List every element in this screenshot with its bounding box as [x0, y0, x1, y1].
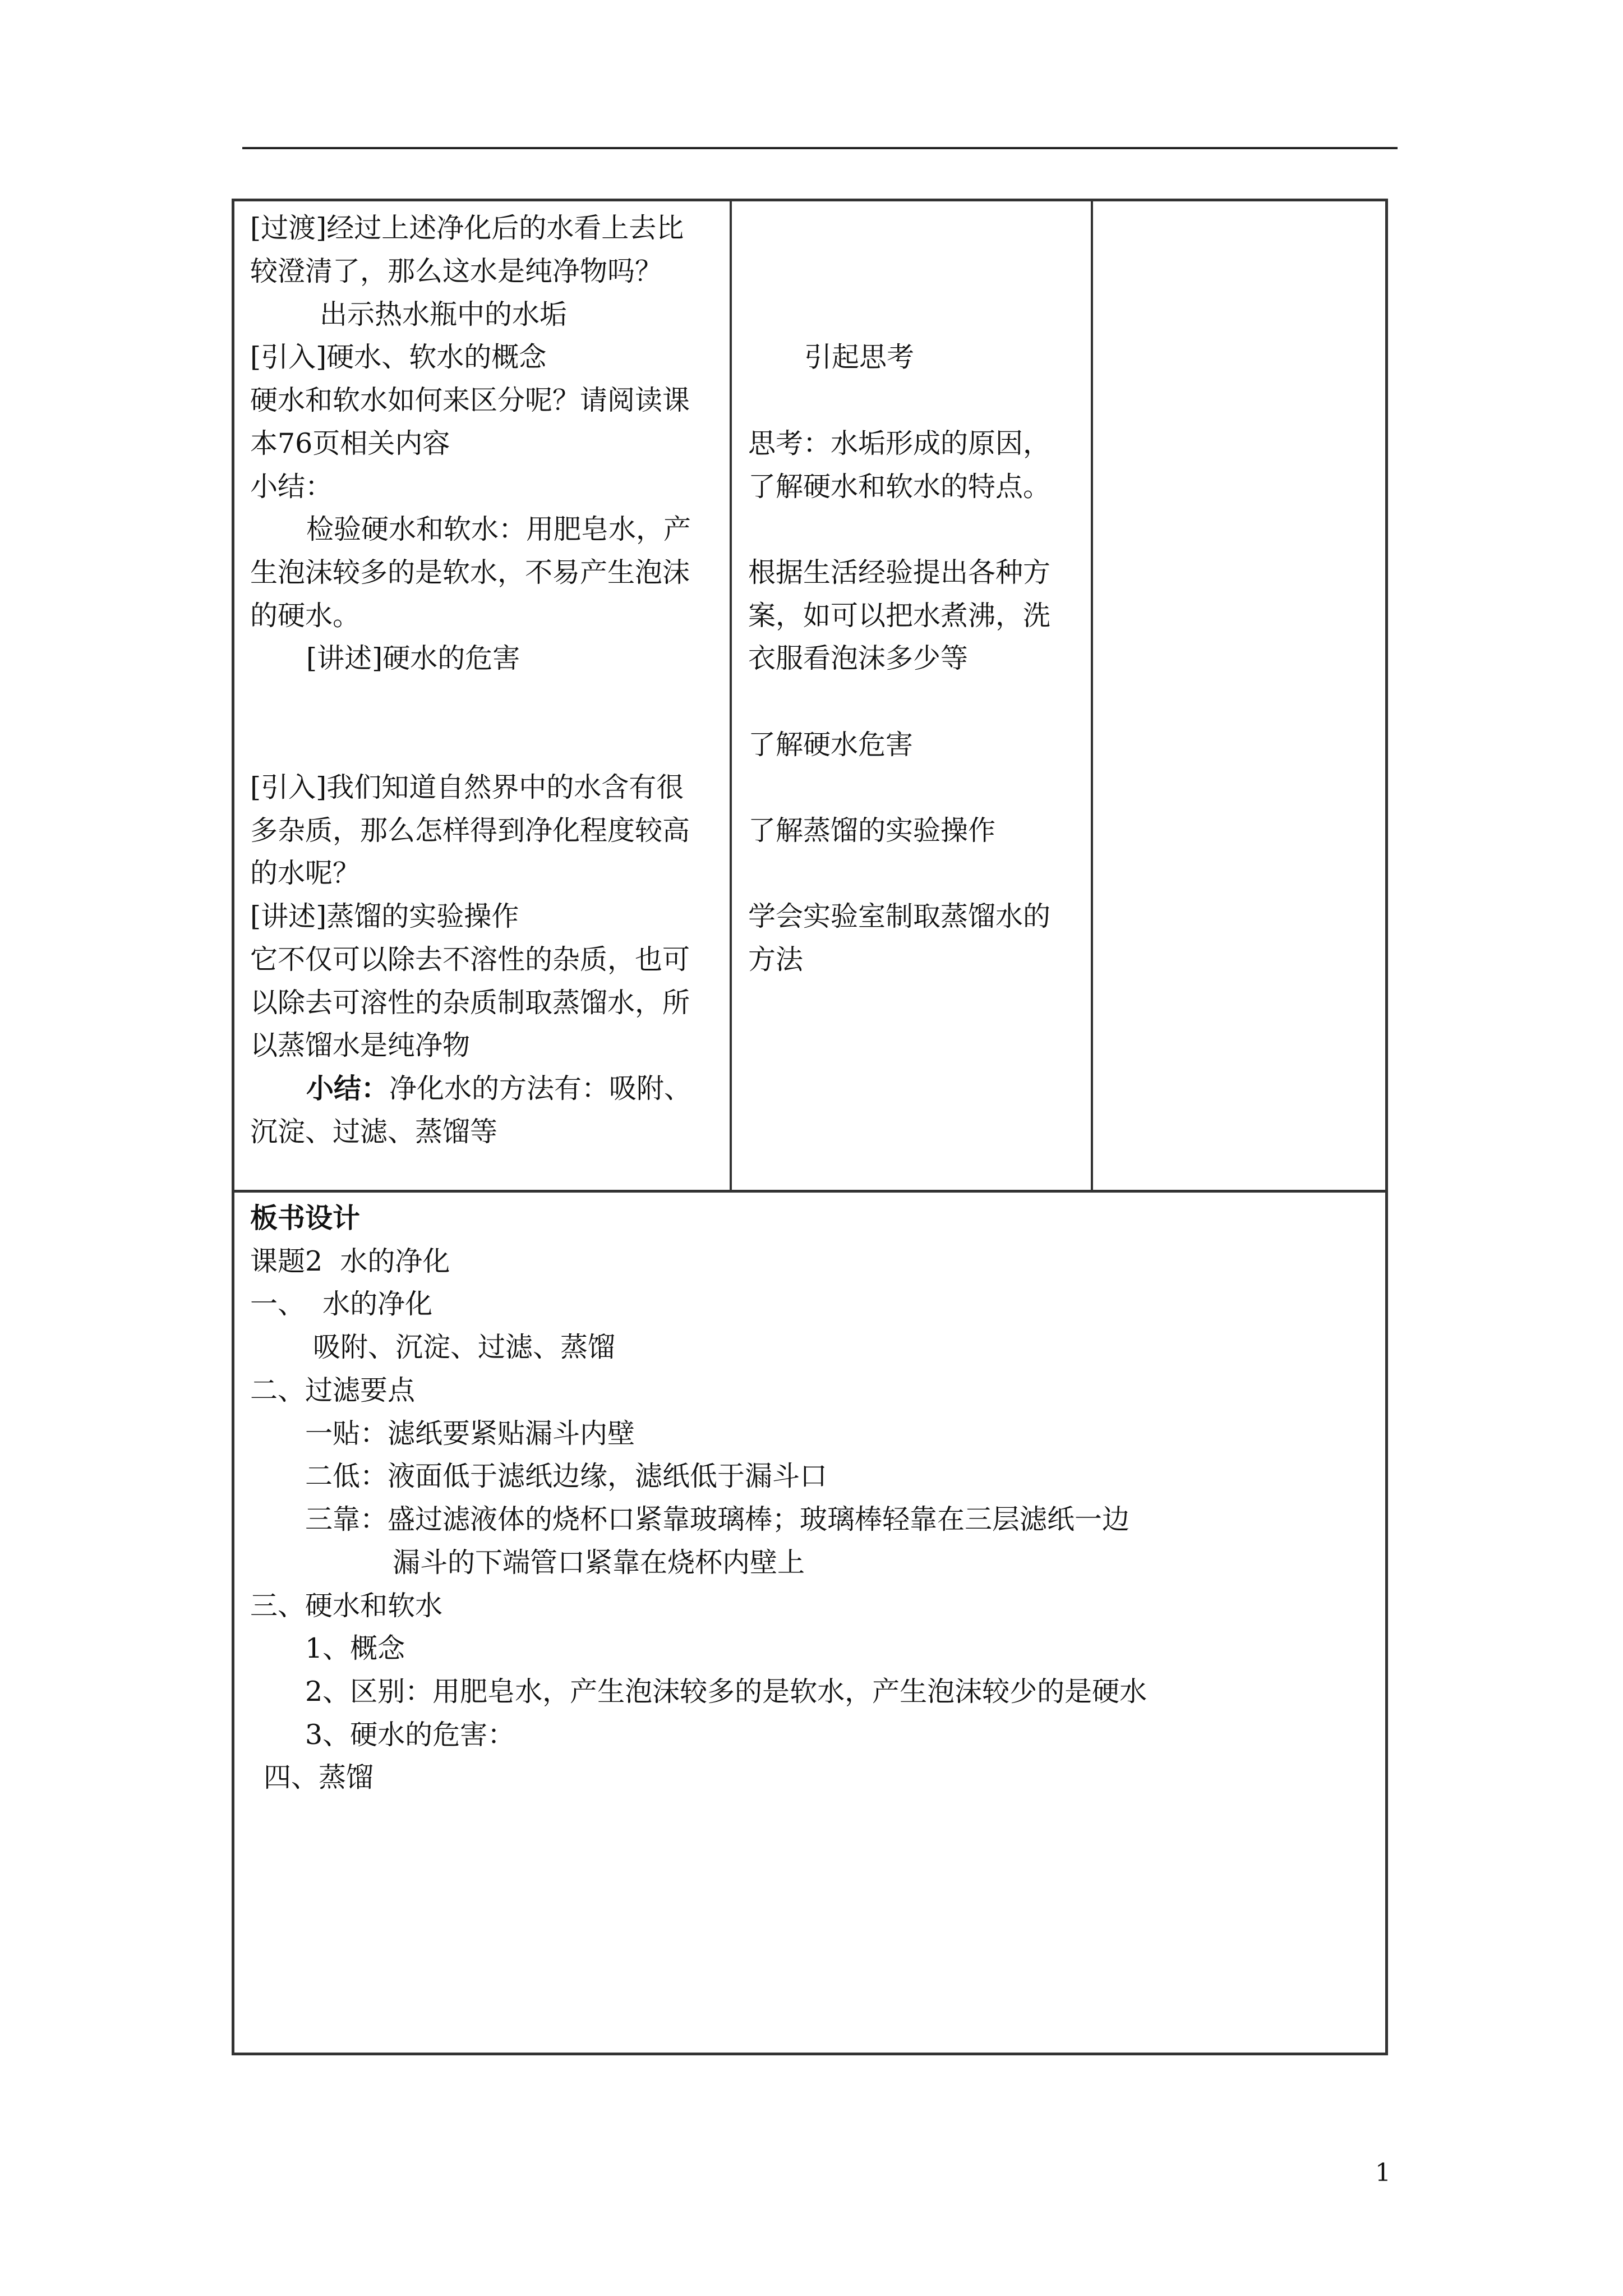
column-divider-2 [1091, 199, 1093, 1193]
text-line: 学会实验室制取蒸馏水的 [748, 900, 1051, 932]
text-line: 本76页相关内容 [250, 427, 450, 459]
text-line: 以蒸馏水是纯净物 [250, 1029, 471, 1061]
text-line: 净化水的方法有：吸附、 [389, 1073, 692, 1105]
text-line: 较澄清了，那么这水是纯净物吗？ [250, 255, 663, 287]
text-line: 案，如可以把水煮沸，洗 [748, 600, 1051, 632]
text-line: 出示热水瓶中的水垢 [320, 298, 568, 330]
board-line: 二、过滤要点 [250, 1374, 416, 1406]
text-line: 硬水和软水如何来区分呢？请阅读课 [250, 384, 690, 416]
column-divider-1 [730, 199, 732, 1193]
board-line: 课题2 水的净化 [250, 1245, 450, 1277]
text-line: [过渡]经过上述净化后的水看上去比 [250, 212, 684, 244]
header-rule [242, 147, 1398, 149]
text-line: 引起思考 [804, 341, 915, 373]
board-design-heading: 板书设计 [250, 1202, 361, 1234]
board-line: 三靠：盛过滤液体的烧杯口紧靠玻璃棒；玻璃棒轻靠在三层滤纸一边 [305, 1503, 1130, 1535]
text-line: 方法 [748, 944, 804, 976]
row-divider [232, 1190, 1388, 1193]
summary-label: 小结： [306, 1072, 389, 1105]
board-line: 漏斗的下端管口紧靠在烧杯内壁上 [393, 1547, 805, 1579]
text-line: 根据生活经验提出各种方 [748, 556, 1051, 588]
text-line: [引入]硬水、软水的概念 [250, 341, 547, 373]
text-line: 检验硬水和软水：用肥皂水，产 [306, 513, 691, 545]
text-line: 生泡沫较多的是软水，不易产生泡沫 [250, 556, 690, 588]
text-line: 以除去可溶性的杂质制取蒸馏水，所 [250, 987, 690, 1019]
board-line: 1、概念 [305, 1632, 405, 1664]
board-line: 三、硬水和软水 [250, 1590, 443, 1622]
text-line: 思考：水垢形成的原因， [748, 427, 1051, 459]
page-number: 1 [1375, 2159, 1391, 2187]
board-line: 2、区别：用肥皂水，产生泡沫较多的是软水，产生泡沫较少的是硬水 [305, 1676, 1147, 1708]
board-line: 二低：液面低于滤纸边缘，滤纸低于漏斗口 [305, 1460, 828, 1492]
text-line: 的硬水。 [250, 600, 361, 632]
text-line: [讲述]蒸馏的实验操作 [250, 900, 519, 932]
text-line: 了解硬水和软水的特点。 [748, 471, 1051, 503]
text-line: 小结： [250, 471, 333, 503]
board-line: 3、硬水的危害： [305, 1719, 515, 1751]
text-line: 它不仅可以除去不溶性的杂质，也可 [250, 944, 690, 976]
text-line: 的水呢？ [250, 857, 361, 889]
text-line: 多杂质，那么怎样得到净化程度较高 [250, 815, 690, 846]
text-line: [讲述]硬水的危害 [306, 642, 520, 674]
board-line: 吸附、沉淀、过滤、蒸馏 [313, 1331, 616, 1363]
text-line: 了解蒸馏的实验操作 [748, 815, 996, 846]
board-line: 四、蒸馏 [264, 1761, 374, 1793]
text-line: 了解硬水危害 [748, 729, 914, 761]
text-line: [引入]我们知道自然界中的水含有很 [250, 771, 684, 803]
text-line: 沉淀、过滤、蒸馏等 [250, 1116, 498, 1148]
text-line: 衣服看泡沫多少等 [748, 642, 969, 674]
board-line: 一贴：滤纸要紧贴漏斗内壁 [305, 1418, 635, 1450]
board-line: 一、 水的净化 [250, 1288, 433, 1320]
